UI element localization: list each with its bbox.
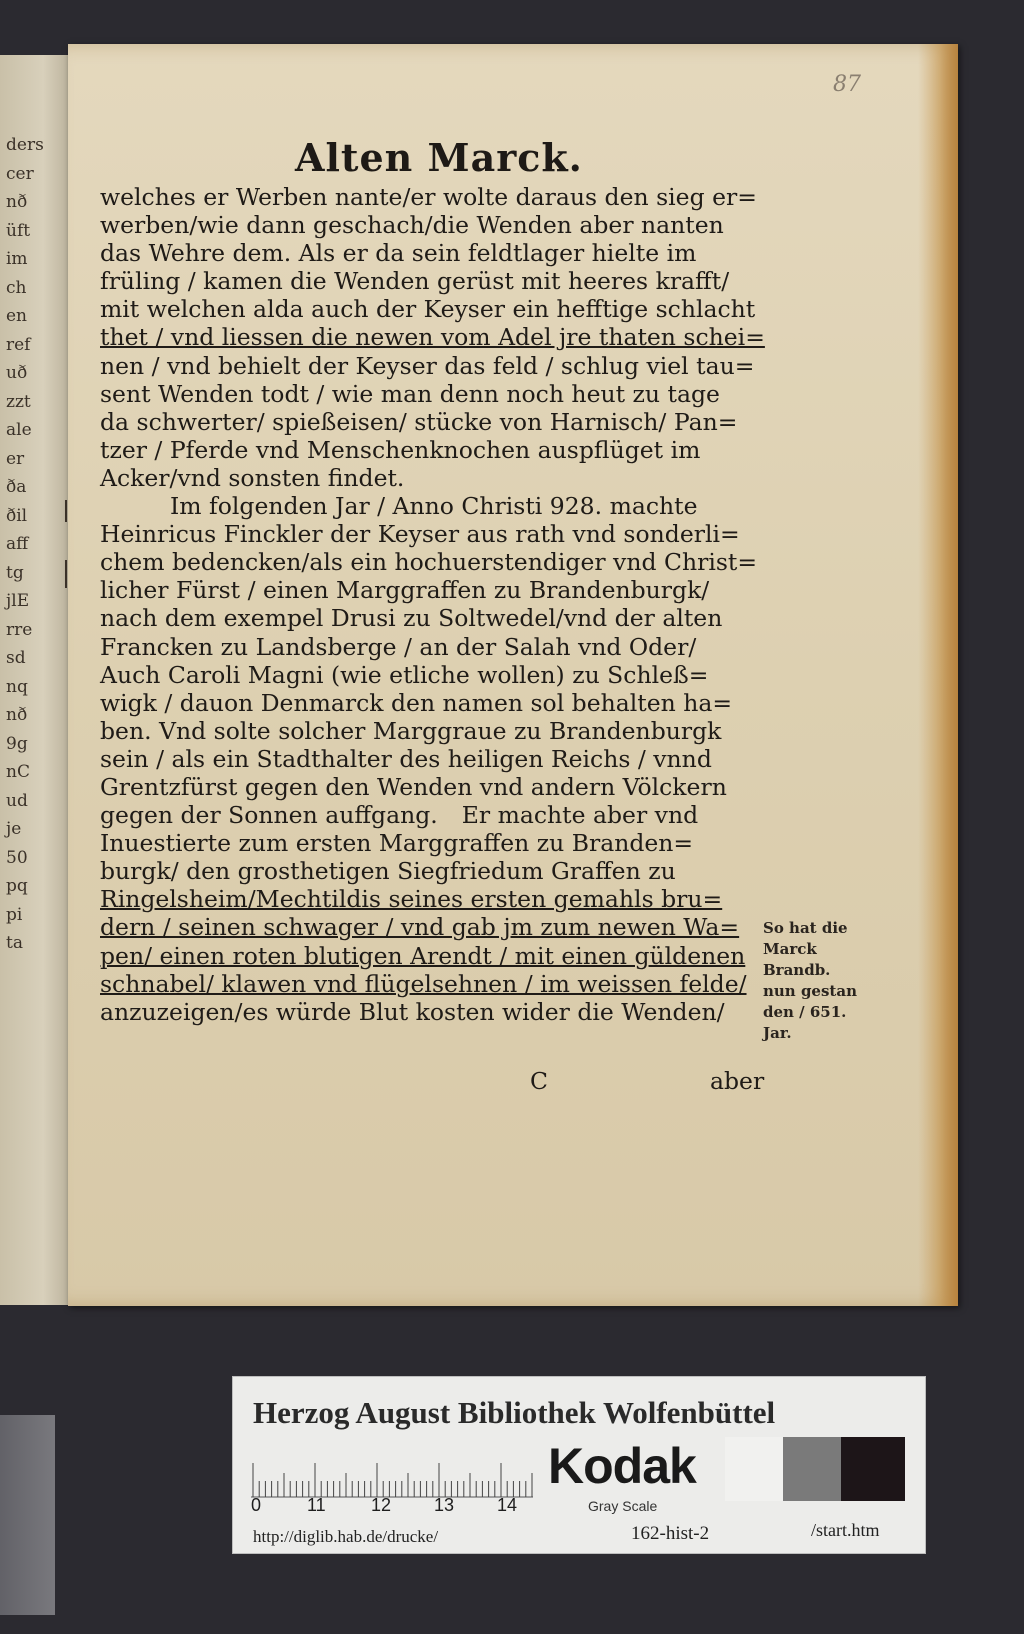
- fragment-text: ða: [6, 477, 27, 497]
- fragment-text: nq: [6, 676, 28, 697]
- marginal-line: Jar.: [763, 1024, 792, 1042]
- text-line: Ringelsheim/Mechtildis seines ersten gemahls bru=: [100, 885, 723, 914]
- text-line: das Wehre dem. Als er da sein feldtlager hielte im: [100, 239, 697, 268]
- text-line: burgk/ den grosthetigen Siegfriedum Graffen zu: [100, 857, 676, 886]
- text-line: Heinricus Finckler der Keyser aus rath vnd sonderli=: [100, 520, 740, 549]
- text-line: sent Wenden todt / wie man denn noch heut zu tage: [100, 379, 720, 408]
- fragment-text: pi: [6, 904, 23, 925]
- fragment-text: tg: [6, 562, 24, 583]
- ruler-number: 14: [497, 1495, 518, 1515]
- color-target-card: [232, 1376, 926, 1554]
- text-line: anzuzeigen/es würde Blut kosten wider die Wenden/: [100, 997, 725, 1026]
- fragment-text: je: [6, 819, 22, 839]
- text-line: da schwerter/ spießeisen/ stücke von Harnisch/ Pan=: [100, 407, 738, 436]
- text-segment: gegen der Sonnen auffgang.: [100, 801, 438, 830]
- ruler-number: 13: [434, 1495, 455, 1515]
- marginal-line: nun gestan: [763, 982, 857, 1000]
- paper-scrap: [0, 1415, 55, 1615]
- fragment-text: ta: [6, 933, 23, 953]
- kodak-logo: Kodak: [548, 1438, 696, 1494]
- swatch-black: [841, 1437, 905, 1501]
- start-path: /start.htm: [811, 1520, 880, 1540]
- folio-number: 87: [833, 72, 861, 97]
- fragment-text: zzt: [6, 391, 31, 412]
- fragment-text: pq: [6, 876, 28, 896]
- marginal-line: So hat die: [763, 919, 848, 937]
- text-line: [100, 801, 755, 829]
- ruler-number: 12: [371, 1495, 392, 1515]
- marginal-line: Brandb.: [763, 961, 831, 979]
- text-line: nach dem exempel Drusi zu Soltwedel/vnd der alten: [100, 604, 723, 633]
- fragment-text: er: [6, 448, 25, 469]
- fragment-text: üft: [6, 220, 31, 241]
- text-line: mit welchen alda auch der Keyser ein hefftige schlacht: [100, 295, 756, 324]
- text-line: chem bedencken/als ein hochuerstendiger vnd Christ=: [100, 548, 758, 577]
- text-line: thet / vnd liessen die newen vom Adel jre thaten schei=: [100, 323, 765, 352]
- fragment-text: ud: [6, 790, 28, 811]
- ruler-number: 0: [251, 1495, 262, 1515]
- text-line: Im folgenden Jar / Anno Christi 928. machte: [170, 492, 698, 521]
- margin-mark: [65, 500, 67, 522]
- catchword: aber: [710, 1067, 765, 1095]
- ruler-numbers: [251, 1495, 541, 1519]
- marginal-line: den / 651.: [763, 1003, 847, 1021]
- fragment-text: uð: [6, 363, 28, 383]
- marginal-note: [763, 918, 873, 1044]
- fragment-text: ch: [6, 277, 27, 298]
- text-line: sein / als ein Stadthalter des heiligen Reichs / vnnd: [100, 744, 712, 773]
- text-line: werben/wie dann geschach/die Wenden aber nanten: [100, 211, 724, 240]
- fragment-text: 50: [6, 847, 28, 868]
- marginal-line: Marck: [763, 940, 817, 958]
- swatch-white: [725, 1437, 783, 1501]
- fragment-text: en: [6, 306, 28, 326]
- text-line: ben. Vnd solte solcher Marggraue zu Brandenburgk: [100, 716, 722, 745]
- text-line: nen / vnd behielt der Keyser das feld / schlug viel tau=: [100, 351, 755, 380]
- fragment-text: 9g: [6, 733, 28, 754]
- fragment-text: ale: [6, 420, 32, 440]
- gray-scale-label: Gray Scale: [588, 1498, 658, 1514]
- text-line: Acker/vnd sonsten findet.: [100, 463, 405, 492]
- text-line: früling / kamen die Wenden gerüst mit heeres krafft/: [100, 267, 730, 296]
- shelfmark: 162-hist-2: [631, 1523, 710, 1544]
- ruler-number: 11: [307, 1495, 326, 1515]
- text-segment: Er machte aber vnd: [461, 801, 699, 830]
- signature-mark: C: [530, 1067, 548, 1095]
- margin-mark: [65, 560, 67, 588]
- source-url: http://diglib.hab.de/drucke/: [253, 1527, 439, 1546]
- fragment-text: nð: [6, 705, 28, 725]
- fragment-text: ref: [6, 334, 31, 355]
- running-header: Alten Marck.: [295, 135, 583, 180]
- body-text: [100, 183, 765, 1026]
- fragment-text: nC: [6, 762, 30, 782]
- fragment-text: rre: [6, 619, 33, 640]
- text-line: Grentzfürst gegen den Wenden vnd andern Völckern: [100, 772, 727, 801]
- fragment-text: ders: [6, 135, 44, 155]
- swatch-gray: [783, 1437, 841, 1501]
- text-line: Francken zu Landsberge / an der Salah vnd Oder/: [100, 632, 697, 661]
- text-line: schnabel/ klawen vnd flügelsehnen / im weissen felde/: [100, 969, 747, 998]
- text-line: pen/ einen roten blutigen Arendt / mit einen güldenen: [100, 941, 746, 970]
- ruler-scale: [251, 1447, 533, 1499]
- text-line: licher Fürst / einen Marggraffen zu Brandenburgk/: [100, 576, 710, 605]
- text-line: wigk / dauon Denmarck den namen sol behalten ha=: [100, 688, 733, 717]
- text-line: Auch Caroli Magni (wie etliche wollen) zu Schleß=: [100, 660, 709, 689]
- text-line: Inuestierte zum ersten Marggraffen zu Branden=: [100, 829, 694, 858]
- fragment-text: aff: [6, 534, 29, 554]
- text-line: welches er Werben nante/er wolte daraus den sieg er=: [100, 183, 757, 211]
- fragment-text: im: [6, 249, 28, 269]
- fragment-text: jlE: [6, 591, 30, 611]
- fragment-text: ðil: [6, 505, 28, 526]
- left-page-fragment: [0, 55, 72, 1305]
- library-name: Herzog August Bibliothek Wolfenbüttel: [253, 1395, 776, 1430]
- text-line: dern / seinen schwager / vnd gab jm zum newen Wa=: [100, 913, 740, 942]
- fragment-text: nð: [6, 192, 28, 212]
- fragment-text: cer: [6, 163, 34, 184]
- fragment-text: sd: [6, 648, 26, 668]
- text-line: tzer / Pferde vnd Menschenknochen auspflüget im: [100, 435, 701, 464]
